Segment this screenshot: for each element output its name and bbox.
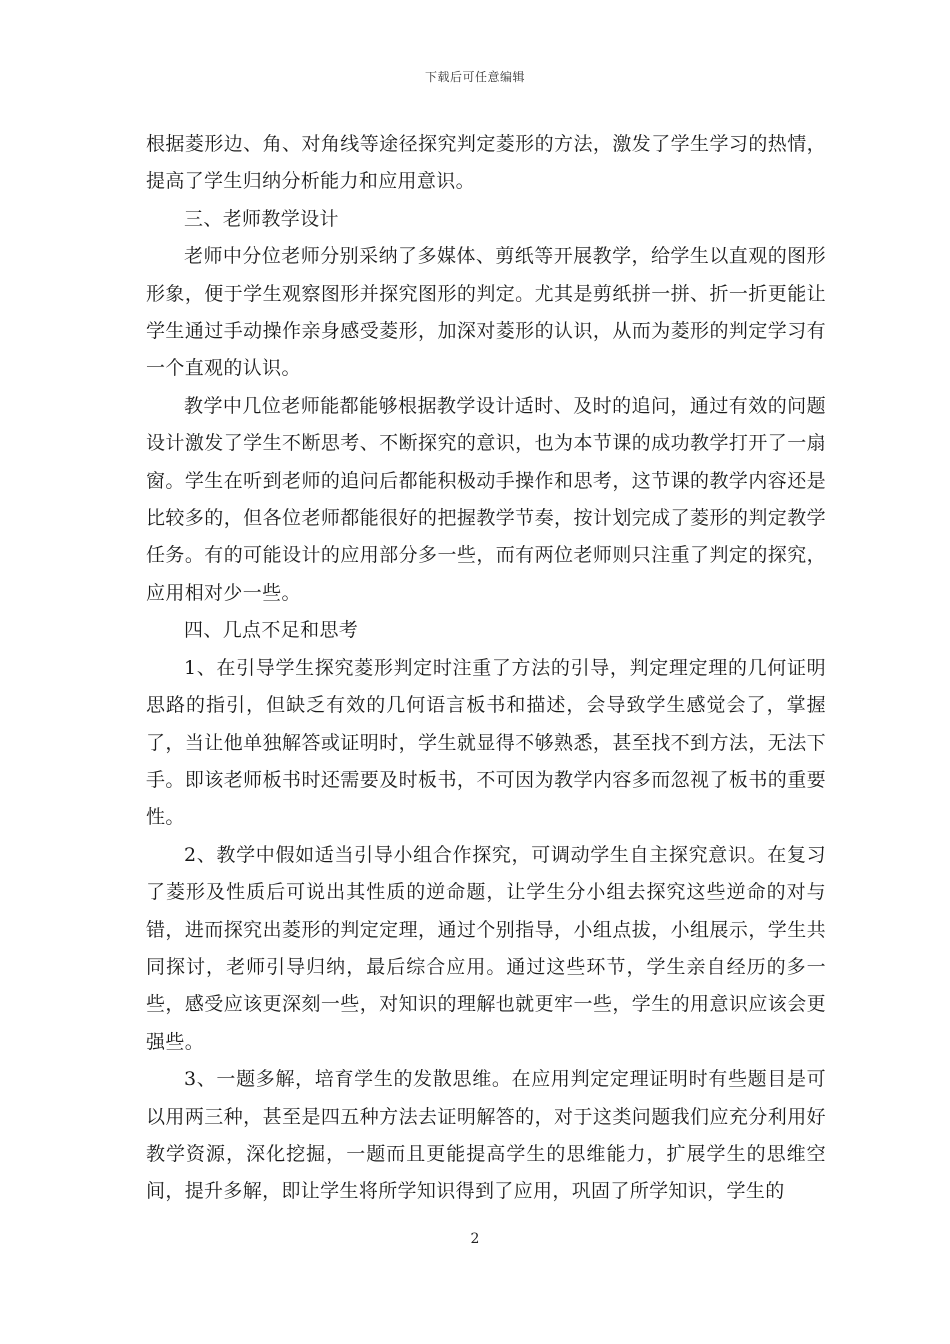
section-heading-shortcomings: 四、几点不足和思考	[184, 619, 359, 642]
paragraph-continuation: 根据菱形边、角、对角线等途径探究判定菱形的方法，激发了学生学习的热情，提高了学生归纳分析能力和应用意识。	[146, 133, 826, 193]
paragraph-teaching-methods: 老师中分位老师分别采纳了多媒体、剪纸等开展教学，给学生以直观的图形形象，便于学生观察图形并探究图形的判定。尤其是剪纸拼一拼、折一折更能让学生通过手动操作亲身感受菱形，加深对菱形的认识，从而为菱形的判定学习有一个直观的认识。	[146, 245, 826, 380]
paragraph-point-2: 2、教学中假如适当引导小组合作探究，可调动学生自主探究意识。在复习了菱形及性质后可说出其性质的逆命题，让学生分小组去探究这些逆命的对与错，进而探究出菱形的判定定理，通过个别指导，小组点拔，小组展示，学生共同探讨，老师引导归纳，最后综合应用。通过这些环节，学生亲自经历的多一些，感受应该更深刻一些，对知识的理解也就更牢一些，学生的用意识应该会更强些。	[146, 843, 826, 1053]
paragraph-point-1: 1、在引导学生探究菱形判定时注重了方法的引导，判定理定理的几何证明思路的指引，但缺乏有效的几何语言板书和描述，会导致学生感觉会了，掌握了，当让他单独解答或证明时，学生就显得不够熟悉，甚至找不到方法，无法下手。即该老师板书时还需要及时板书，不可因为教学内容多而忽视了板书的重要性。	[146, 656, 826, 829]
section-heading-teaching-design: 三、老师教学设计	[184, 207, 339, 230]
paragraph-questioning: 教学中几位老师能都能够根据教学设计适时、及时的追问，通过有效的问题设计激发了学生不断思考、不断探究的意识，也为本节课的成功教学打开了一扇窗。学生在听到老师的追问后都能积极动手操作和思考，这节课的教学内容还是比较多的，但各位老师都能很好的把握教学节奏，按计划完成了菱形的判定教学任务。有的可能设计的应用部分多一些，而有两位老师则只注重了判定的探究，应用相对少一些。	[146, 394, 826, 604]
page-header: 下载后可任意编辑	[424, 70, 525, 84]
document-body	[146, 126, 826, 1211]
page-number: 2	[470, 1231, 480, 1247]
paragraph-point-3: 3、一题多解，培育学生的发散思维。在应用判定定理证明时有些题目是可以用两三种，甚至是四五种方法去证明解答的，对于这类问题我们应充分利用好教学资源，深化挖掘，一题而且更能提高学生的思维能力，扩展学生的思维空间，提升多解，即让学生将所学知识得到了应用，巩固了所学知识，学生的	[146, 1068, 826, 1203]
